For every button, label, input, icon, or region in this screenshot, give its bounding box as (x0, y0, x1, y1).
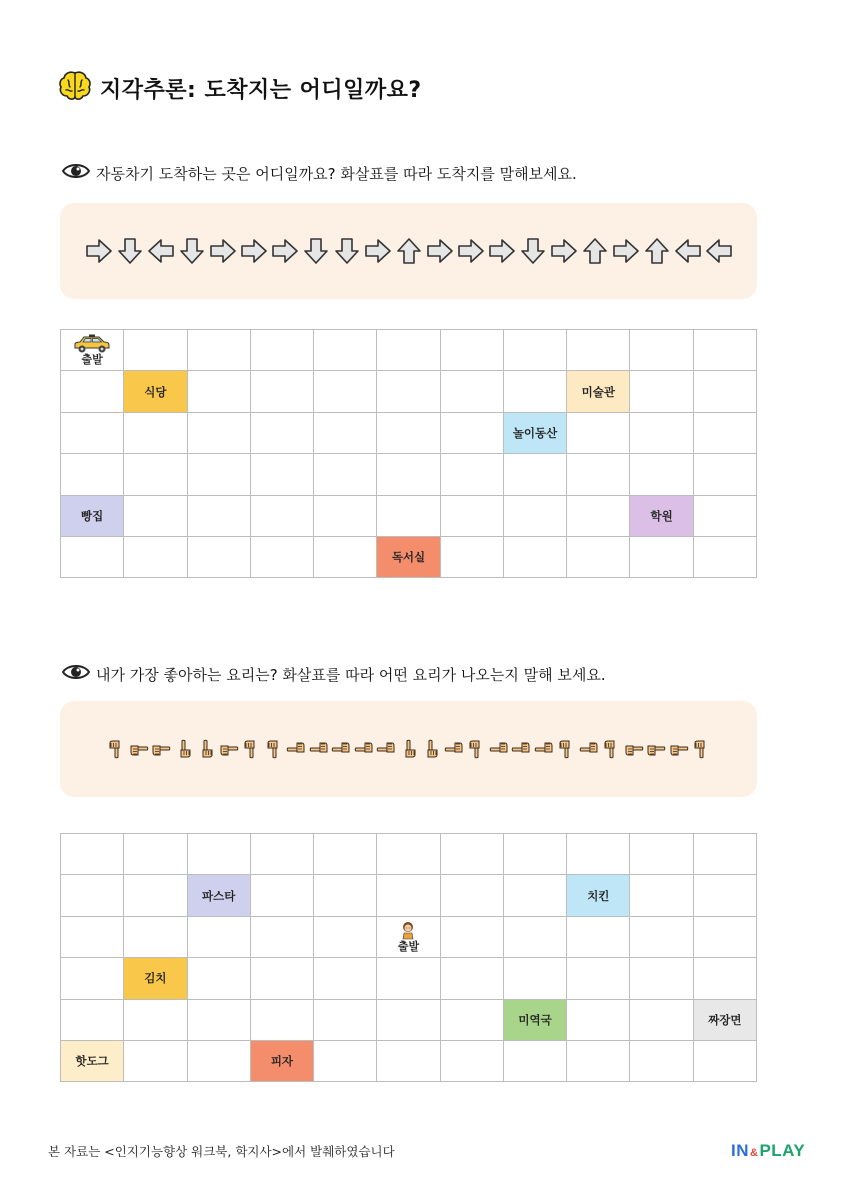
hand-left-icon (375, 734, 398, 764)
grid-cell (251, 917, 314, 958)
hand-right-icon (645, 734, 668, 764)
grid-cell (188, 496, 251, 537)
place-cell (567, 875, 630, 916)
hand-left-icon (352, 734, 375, 764)
grid-cell (61, 413, 124, 454)
arrow-right-icon (362, 231, 393, 271)
grid-cell (377, 1041, 440, 1082)
grid-cell (630, 371, 693, 412)
place-label: 독서실 (391, 550, 426, 565)
grid-cell (630, 917, 693, 958)
place-label: 치킨 (587, 888, 610, 903)
grid-cell (314, 330, 377, 371)
start-label: 출발 (81, 353, 103, 367)
grid-cell (504, 330, 567, 371)
grid-cell (124, 330, 187, 371)
arrow-right-icon (207, 231, 238, 271)
grid-cell (694, 537, 757, 578)
grid-cell (567, 330, 630, 371)
grid-cell (61, 1000, 124, 1041)
grid-cell (314, 875, 377, 916)
hand-right-icon (217, 734, 240, 764)
start-cell (61, 330, 124, 371)
grid-cell (124, 834, 187, 875)
place-cell (188, 875, 251, 916)
grid-cell (504, 1041, 567, 1082)
grid-cell (630, 958, 693, 999)
arrow-right-icon (83, 231, 114, 271)
grid-cell (251, 537, 314, 578)
grid-cell (504, 834, 567, 875)
grid-cell (124, 413, 187, 454)
grid-cell (251, 454, 314, 495)
grid-cell (630, 413, 693, 454)
place-cell (251, 1041, 314, 1082)
logo-amp: & (750, 1147, 759, 1159)
grid-cell (61, 537, 124, 578)
grid-cell (630, 875, 693, 916)
grid-cell (694, 917, 757, 958)
place-label: 피자 (270, 1054, 294, 1069)
place-label: 짜장면 (708, 1012, 742, 1027)
grid-cell (441, 917, 504, 958)
arrow-right-icon (486, 231, 517, 271)
grid-cell (441, 875, 504, 916)
start-cell (377, 917, 440, 958)
grid-cell (377, 413, 440, 454)
arrow-up-icon (641, 231, 672, 271)
grid-cell (61, 875, 124, 916)
place-label: 빵집 (81, 508, 104, 523)
arrow-left-icon (703, 231, 734, 271)
grid-cell (567, 1000, 630, 1041)
grid-cell (567, 454, 630, 495)
car-icon (72, 334, 112, 354)
arrow-right-icon (424, 231, 455, 271)
grid-cell (188, 537, 251, 578)
place-cell (124, 371, 187, 412)
grid-cell (124, 537, 187, 578)
place-cell (61, 496, 124, 537)
grid-cell (61, 958, 124, 999)
grid-cell (377, 958, 440, 999)
logo-play: PLAY (759, 1141, 806, 1160)
grid-cell (314, 413, 377, 454)
grid-cell (188, 958, 251, 999)
map-grid-2 (60, 833, 757, 1082)
grid-cell (61, 834, 124, 875)
eye-icon (62, 663, 90, 685)
grid-cell (694, 330, 757, 371)
source-note: 본 자료는 <인지기능향상 워크북, 학지사>에서 발췌하였습니다 (48, 1144, 395, 1159)
arrow-up-icon (393, 231, 424, 271)
arrow-left-icon (145, 231, 176, 271)
grid-cell (251, 496, 314, 537)
hand-right-icon (127, 734, 150, 764)
arrow-right-icon (455, 231, 486, 271)
grid-cell (441, 1000, 504, 1041)
grid-cell (188, 413, 251, 454)
grid-cell (504, 371, 567, 412)
page-title (58, 68, 422, 108)
map-grid-1 (60, 329, 757, 578)
place-cell (377, 537, 440, 578)
grid-cell (377, 834, 440, 875)
hand-right-icon (667, 734, 690, 764)
place-label: 김치 (144, 971, 167, 986)
grid-cell (441, 834, 504, 875)
grid-cell (188, 330, 251, 371)
grid-cell (251, 330, 314, 371)
start-label: 출발 (397, 939, 420, 953)
hand-up-icon (172, 734, 195, 764)
place-label: 미술관 (581, 384, 615, 399)
logo-in: IN (731, 1141, 749, 1160)
grid-cell (377, 454, 440, 495)
hand-right-icon (150, 734, 173, 764)
grid-cell (567, 1041, 630, 1082)
grid-cell (124, 917, 187, 958)
grid-cell (694, 958, 757, 999)
arrow-down-icon (331, 231, 362, 271)
grid-cell (377, 371, 440, 412)
place-cell (567, 371, 630, 412)
arrow-sequence (83, 231, 734, 271)
grid-cell (504, 917, 567, 958)
hand-left-icon (442, 734, 465, 764)
arrow-right-icon (548, 231, 579, 271)
grid-cell (441, 958, 504, 999)
brain-icon (58, 70, 92, 106)
place-cell (61, 1041, 124, 1082)
grid-cell (377, 1000, 440, 1041)
grid-cell (694, 413, 757, 454)
grid-cell (694, 1041, 757, 1082)
hand-down-icon (690, 734, 713, 764)
grid-cell (504, 537, 567, 578)
grid-cell (630, 454, 693, 495)
place-cell (630, 496, 693, 537)
arrow-right-icon (269, 231, 300, 271)
grid-cell (188, 917, 251, 958)
grid-cell (504, 496, 567, 537)
grid-cell (314, 917, 377, 958)
grid-cell (124, 454, 187, 495)
grid-cell (441, 413, 504, 454)
grid-cell (630, 1000, 693, 1041)
hand-right-icon (622, 734, 645, 764)
place-label: 미역국 (518, 1012, 552, 1027)
grid-cell (630, 834, 693, 875)
arrow-right-icon (610, 231, 641, 271)
grid-cell (188, 454, 251, 495)
grid-cell (251, 958, 314, 999)
inplay-logo (731, 1141, 805, 1161)
question-2-text: 내가 가장 좋아하는 요리는? 화살표를 따라 어떤 요리가 나오는지 말해 보세요. (96, 665, 606, 684)
arrow-sequence-panel (60, 203, 757, 299)
grid-cell (251, 834, 314, 875)
grid-cell (504, 958, 567, 999)
place-label: 파스타 (202, 888, 236, 903)
grid-cell (630, 1041, 693, 1082)
grid-cell (314, 496, 377, 537)
grid-cell (61, 917, 124, 958)
grid-cell (567, 958, 630, 999)
grid-cell (377, 496, 440, 537)
grid-cell (441, 1041, 504, 1082)
grid-cell (251, 875, 314, 916)
grid-cell (124, 496, 187, 537)
hand-down-icon (465, 734, 488, 764)
arrow-down-icon (300, 231, 331, 271)
grid-cell (314, 958, 377, 999)
grid-cell (314, 454, 377, 495)
grid-cell (314, 834, 377, 875)
grid-cell (314, 1041, 377, 1082)
arrow-down-icon (114, 231, 145, 271)
grid-cell (694, 371, 757, 412)
question-2 (62, 663, 606, 685)
grid-cell (504, 454, 567, 495)
grid-cell (377, 875, 440, 916)
grid-cell (314, 1000, 377, 1041)
grid-cell (188, 371, 251, 412)
grid-cell (504, 875, 567, 916)
grid-cell (314, 537, 377, 578)
grid-cell (694, 454, 757, 495)
grid-cell (188, 1000, 251, 1041)
grid-cell (694, 496, 757, 537)
grid-cell (251, 1000, 314, 1041)
hand-up-icon (195, 734, 218, 764)
grid-cell (124, 1000, 187, 1041)
place-label: 핫도그 (75, 1054, 109, 1069)
arrow-left-icon (672, 231, 703, 271)
grid-cell (188, 834, 251, 875)
hand-left-icon (330, 734, 353, 764)
hand-left-icon (307, 734, 330, 764)
hand-down-icon (240, 734, 263, 764)
grid-cell (567, 413, 630, 454)
arrow-right-icon (238, 231, 269, 271)
grid-cell (441, 496, 504, 537)
hand-left-icon (487, 734, 510, 764)
grid-cell (441, 330, 504, 371)
grid-cell (694, 875, 757, 916)
place-label: 놀이동산 (512, 425, 558, 440)
hand-left-icon (285, 734, 308, 764)
arrow-down-icon (517, 231, 548, 271)
title-text: 지각추론: 도착지는 어디일까요? (100, 77, 422, 103)
grid-cell (377, 330, 440, 371)
grid-cell (251, 371, 314, 412)
grid-cell (567, 537, 630, 578)
grid-cell (61, 454, 124, 495)
grid-cell (630, 330, 693, 371)
hand-down-icon (262, 734, 285, 764)
grid-cell (314, 371, 377, 412)
grid-cell (567, 496, 630, 537)
grid-cell (441, 454, 504, 495)
grid-cell (188, 1041, 251, 1082)
grid-cell (694, 834, 757, 875)
arrow-up-icon (579, 231, 610, 271)
hand-left-icon (510, 734, 533, 764)
hand-sequence (105, 734, 713, 764)
grid-cell (441, 371, 504, 412)
hand-left-icon (532, 734, 555, 764)
child-icon (400, 921, 416, 941)
grid-cell (567, 917, 630, 958)
question-1-text: 자동차기 도착하는 곳은 어디일까요? 화살표를 따라 도착지를 말해보세요. (96, 164, 577, 183)
place-cell (504, 1000, 567, 1041)
hand-down-icon (600, 734, 623, 764)
grid-cell (567, 834, 630, 875)
grid-cell (251, 413, 314, 454)
arrow-down-icon (176, 231, 207, 271)
place-label: 학원 (650, 508, 673, 523)
grid-cell (630, 537, 693, 578)
place-cell (124, 958, 187, 999)
grid-cell (124, 1041, 187, 1082)
hand-sequence-panel (60, 701, 757, 797)
hand-down-icon (555, 734, 578, 764)
eye-icon (62, 162, 90, 184)
grid-cell (61, 371, 124, 412)
question-1 (62, 162, 577, 184)
hand-up-icon (397, 734, 420, 764)
grid-cell (441, 537, 504, 578)
hand-left-icon (577, 734, 600, 764)
place-cell (694, 1000, 757, 1041)
place-cell (504, 413, 567, 454)
hand-down-icon (105, 734, 128, 764)
hand-up-icon (420, 734, 443, 764)
place-label: 식당 (144, 384, 167, 399)
grid-cell (124, 875, 187, 916)
